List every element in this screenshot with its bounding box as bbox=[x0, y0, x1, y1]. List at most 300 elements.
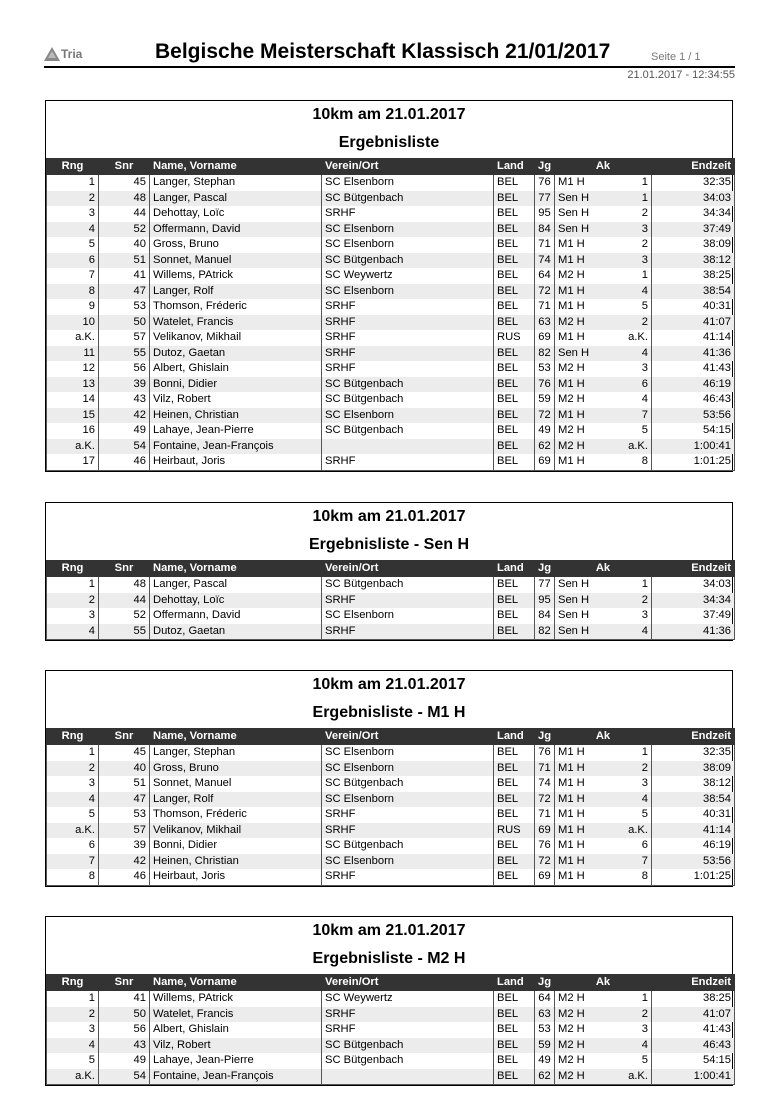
cell-rank: 11 bbox=[47, 346, 99, 362]
cell-club: SC Bütgenbach bbox=[322, 577, 494, 593]
cell-age-class: M1 H bbox=[555, 807, 619, 823]
cell-birth-year: 82 bbox=[535, 346, 555, 362]
cell-age-class-rank: 4 bbox=[619, 1038, 652, 1054]
cell-rank: a.K. bbox=[47, 330, 99, 346]
cell-rank: a.K. bbox=[47, 439, 99, 455]
cell-start-number: 51 bbox=[99, 776, 150, 792]
table-row bbox=[47, 854, 735, 870]
cell-country: RUS bbox=[494, 330, 535, 346]
cell-start-number: 48 bbox=[99, 577, 150, 593]
cell-club: SC Elsenborn bbox=[322, 854, 494, 870]
cell-country: BEL bbox=[494, 454, 535, 470]
cell-age-class-rank: 3 bbox=[619, 1022, 652, 1038]
table-row bbox=[47, 823, 735, 839]
cell-birth-year: 76 bbox=[535, 745, 555, 761]
cell-age-class: M2 H bbox=[555, 361, 619, 377]
cell-start-number: 57 bbox=[99, 823, 150, 839]
cell-country: BEL bbox=[494, 284, 535, 300]
table-row bbox=[47, 807, 735, 823]
table-row bbox=[47, 1007, 735, 1023]
cell-finish-time: 46:19 bbox=[652, 377, 735, 393]
cell-rank: 14 bbox=[47, 392, 99, 408]
cell-age-class-rank: 1 bbox=[619, 191, 652, 207]
cell-finish-time: 1:01:25 bbox=[652, 869, 735, 885]
print-timestamp: 21.01.2017 - 12:34:55 bbox=[627, 69, 735, 81]
cell-name: Gross, Bruno bbox=[150, 761, 322, 777]
cell-age-class: M1 H bbox=[555, 330, 619, 346]
cell-birth-year: 76 bbox=[535, 377, 555, 393]
cell-finish-time: 41:36 bbox=[652, 346, 735, 362]
cell-country: BEL bbox=[494, 237, 535, 253]
cell-club: SRHF bbox=[322, 1022, 494, 1038]
cell-club: SC Elsenborn bbox=[322, 408, 494, 424]
block-title: 10km am 21.01.2017 bbox=[312, 106, 466, 123]
cell-name: Bonni, Didier bbox=[150, 377, 322, 393]
cell-finish-time: 38:25 bbox=[652, 268, 735, 284]
cell-age-class: M1 H bbox=[555, 253, 619, 269]
column-header-country: Land bbox=[494, 561, 535, 577]
table-header-row bbox=[47, 729, 735, 745]
cell-club bbox=[322, 439, 494, 455]
table-row bbox=[47, 454, 735, 470]
cell-birth-year: 71 bbox=[535, 237, 555, 253]
table-row bbox=[47, 423, 735, 439]
cell-age-class-rank: 1 bbox=[619, 745, 652, 761]
cell-birth-year: 72 bbox=[535, 854, 555, 870]
block-subtitle: Ergebnisliste - M1 H bbox=[312, 704, 466, 721]
column-header-name: Name, Vorname bbox=[150, 975, 322, 991]
cell-club: SRHF bbox=[322, 299, 494, 315]
column-header-age-class: Ak bbox=[555, 729, 652, 745]
cell-start-number: 55 bbox=[99, 624, 150, 640]
cell-age-class: Sen H bbox=[555, 191, 619, 207]
cell-name: Albert, Ghislain bbox=[150, 1022, 322, 1038]
cell-rank: a.K. bbox=[47, 1069, 99, 1085]
column-header-age-class: Ak bbox=[555, 159, 652, 175]
cell-start-number: 46 bbox=[99, 869, 150, 885]
table-row bbox=[47, 392, 735, 408]
cell-country: BEL bbox=[494, 1069, 535, 1085]
cell-age-class-rank: 7 bbox=[619, 854, 652, 870]
cell-start-number: 52 bbox=[99, 608, 150, 624]
cell-finish-time: 38:12 bbox=[652, 253, 735, 269]
cell-rank: 8 bbox=[47, 284, 99, 300]
cell-finish-time: 37:49 bbox=[652, 222, 735, 238]
cell-age-class-rank: 6 bbox=[619, 838, 652, 854]
table-row bbox=[47, 1038, 735, 1054]
cell-age-class: M2 H bbox=[555, 1007, 619, 1023]
cell-club: SC Elsenborn bbox=[322, 608, 494, 624]
column-header-club: Verein/Ort bbox=[322, 729, 494, 745]
cell-age-class: M1 H bbox=[555, 284, 619, 300]
cell-birth-year: 71 bbox=[535, 807, 555, 823]
cell-age-class-rank: 7 bbox=[619, 408, 652, 424]
cell-birth-year: 77 bbox=[535, 191, 555, 207]
cell-country: BEL bbox=[494, 807, 535, 823]
table-row bbox=[47, 991, 735, 1007]
table-row bbox=[47, 792, 735, 808]
cell-start-number: 47 bbox=[99, 284, 150, 300]
cell-country: BEL bbox=[494, 593, 535, 609]
cell-rank: 2 bbox=[47, 761, 99, 777]
cell-club: SRHF bbox=[322, 593, 494, 609]
table-row bbox=[47, 776, 735, 792]
table-header-row bbox=[47, 159, 735, 175]
cell-country: BEL bbox=[494, 854, 535, 870]
cell-age-class: M2 H bbox=[555, 1053, 619, 1069]
column-header-rank: Rng bbox=[47, 159, 99, 175]
cell-birth-year: 59 bbox=[535, 392, 555, 408]
cell-club: SRHF bbox=[322, 346, 494, 362]
column-header-name: Name, Vorname bbox=[150, 729, 322, 745]
results-table bbox=[46, 158, 735, 471]
column-header-birth-year: Jg bbox=[535, 975, 555, 991]
cell-rank: 7 bbox=[47, 268, 99, 284]
cell-finish-time: 1:00:41 bbox=[652, 1069, 735, 1085]
cell-start-number: 50 bbox=[99, 1007, 150, 1023]
cell-rank: 2 bbox=[47, 1007, 99, 1023]
result-block bbox=[45, 502, 733, 641]
cell-club: SC Elsenborn bbox=[322, 761, 494, 777]
cell-rank: 2 bbox=[47, 593, 99, 609]
cell-age-class-rank: 5 bbox=[619, 807, 652, 823]
column-header-birth-year: Jg bbox=[535, 561, 555, 577]
table-row bbox=[47, 869, 735, 885]
cell-start-number: 56 bbox=[99, 361, 150, 377]
cell-finish-time: 38:12 bbox=[652, 776, 735, 792]
page-number: Seite 1 / 1 bbox=[651, 51, 701, 63]
cell-name: Langer, Pascal bbox=[150, 191, 322, 207]
header-rule bbox=[44, 66, 735, 68]
cell-age-class: M1 H bbox=[555, 408, 619, 424]
cell-rank: 12 bbox=[47, 361, 99, 377]
column-header-start-number: Snr bbox=[99, 975, 150, 991]
cell-age-class-rank: 1 bbox=[619, 577, 652, 593]
cell-name: Heirbaut, Joris bbox=[150, 454, 322, 470]
cell-country: BEL bbox=[494, 392, 535, 408]
column-header-age-class: Ak bbox=[555, 975, 652, 991]
cell-start-number: 39 bbox=[99, 838, 150, 854]
cell-name: Dehottay, Loïc bbox=[150, 593, 322, 609]
cell-club: SRHF bbox=[322, 330, 494, 346]
column-header-birth-year: Jg bbox=[535, 729, 555, 745]
cell-name: Langer, Stephan bbox=[150, 745, 322, 761]
cell-birth-year: 53 bbox=[535, 1022, 555, 1038]
column-header-finish-time: Endzeit bbox=[652, 729, 735, 745]
cell-country: BEL bbox=[494, 408, 535, 424]
cell-age-class-rank: 2 bbox=[619, 315, 652, 331]
cell-country: BEL bbox=[494, 299, 535, 315]
cell-start-number: 54 bbox=[99, 439, 150, 455]
column-header-country: Land bbox=[494, 729, 535, 745]
cell-birth-year: 95 bbox=[535, 593, 555, 609]
cell-club: SRHF bbox=[322, 624, 494, 640]
cell-name: Albert, Ghislain bbox=[150, 361, 322, 377]
cell-age-class: M2 H bbox=[555, 439, 619, 455]
cell-name: Lahaye, Jean-Pierre bbox=[150, 1053, 322, 1069]
cell-name: Dutoz, Gaetan bbox=[150, 624, 322, 640]
cell-age-class: M1 H bbox=[555, 761, 619, 777]
cell-finish-time: 1:01:25 bbox=[652, 454, 735, 470]
cell-start-number: 49 bbox=[99, 423, 150, 439]
table-row bbox=[47, 439, 735, 455]
cell-club: SC Weywertz bbox=[322, 268, 494, 284]
cell-club: SC Elsenborn bbox=[322, 284, 494, 300]
cell-age-class-rank: 4 bbox=[619, 792, 652, 808]
cell-country: BEL bbox=[494, 361, 535, 377]
cell-name: Bonni, Didier bbox=[150, 838, 322, 854]
block-subtitle: Ergebnisliste - Sen H bbox=[308, 536, 470, 553]
cell-age-class: M1 H bbox=[555, 792, 619, 808]
table-row bbox=[47, 330, 735, 346]
cell-age-class-rank: 1 bbox=[619, 268, 652, 284]
table-row bbox=[47, 1053, 735, 1069]
column-header-club: Verein/Ort bbox=[322, 159, 494, 175]
cell-start-number: 41 bbox=[99, 991, 150, 1007]
cell-start-number: 53 bbox=[99, 807, 150, 823]
cell-birth-year: 69 bbox=[535, 823, 555, 839]
cell-finish-time: 1:00:41 bbox=[652, 439, 735, 455]
cell-club: SRHF bbox=[322, 315, 494, 331]
table-row bbox=[47, 253, 735, 269]
cell-birth-year: 53 bbox=[535, 361, 555, 377]
cell-start-number: 49 bbox=[99, 1053, 150, 1069]
cell-start-number: 47 bbox=[99, 792, 150, 808]
cell-birth-year: 62 bbox=[535, 1069, 555, 1085]
cell-club: SRHF bbox=[322, 1007, 494, 1023]
cell-name: Offermann, David bbox=[150, 222, 322, 238]
cell-age-class-rank: a.K. bbox=[619, 1069, 652, 1085]
cell-start-number: 45 bbox=[99, 175, 150, 191]
cell-country: BEL bbox=[494, 346, 535, 362]
cell-finish-time: 41:36 bbox=[652, 624, 735, 640]
cell-birth-year: 63 bbox=[535, 1007, 555, 1023]
cell-age-class: M2 H bbox=[555, 991, 619, 1007]
cell-age-class-rank: a.K. bbox=[619, 330, 652, 346]
cell-rank: 5 bbox=[47, 1053, 99, 1069]
block-title: 10km am 21.01.2017 bbox=[312, 676, 466, 693]
table-row bbox=[47, 838, 735, 854]
cell-country: BEL bbox=[494, 577, 535, 593]
cell-finish-time: 54:15 bbox=[652, 1053, 735, 1069]
cell-club bbox=[322, 1069, 494, 1085]
block-title: 10km am 21.01.2017 bbox=[312, 508, 466, 525]
table-row bbox=[47, 593, 735, 609]
column-header-name: Name, Vorname bbox=[150, 561, 322, 577]
cell-birth-year: 76 bbox=[535, 838, 555, 854]
cell-birth-year: 71 bbox=[535, 761, 555, 777]
cell-name: Gross, Bruno bbox=[150, 237, 322, 253]
cell-name: Thomson, Fréderic bbox=[150, 807, 322, 823]
cell-age-class-rank: 8 bbox=[619, 869, 652, 885]
cell-age-class: M2 H bbox=[555, 1022, 619, 1038]
block-subtitle: Ergebnisliste bbox=[338, 134, 440, 151]
cell-rank: 3 bbox=[47, 206, 99, 222]
cell-club: SRHF bbox=[322, 807, 494, 823]
cell-rank: 6 bbox=[47, 838, 99, 854]
cell-start-number: 39 bbox=[99, 377, 150, 393]
cell-age-class-rank: 4 bbox=[619, 624, 652, 640]
cell-age-class: Sen H bbox=[555, 608, 619, 624]
cell-age-class: M1 H bbox=[555, 299, 619, 315]
table-row bbox=[47, 1022, 735, 1038]
table-row bbox=[47, 284, 735, 300]
cell-name: Watelet, Francis bbox=[150, 1007, 322, 1023]
cell-start-number: 50 bbox=[99, 315, 150, 331]
cell-country: BEL bbox=[494, 792, 535, 808]
cell-club: SC Elsenborn bbox=[322, 792, 494, 808]
cell-name: Lahaye, Jean-Pierre bbox=[150, 423, 322, 439]
cell-rank: 15 bbox=[47, 408, 99, 424]
cell-finish-time: 32:35 bbox=[652, 745, 735, 761]
cell-country: BEL bbox=[494, 1007, 535, 1023]
cell-name: Langer, Pascal bbox=[150, 577, 322, 593]
cell-age-class: Sen H bbox=[555, 593, 619, 609]
cell-name: Fontaine, Jean-François bbox=[150, 439, 322, 455]
cell-country: BEL bbox=[494, 624, 535, 640]
cell-finish-time: 41:07 bbox=[652, 315, 735, 331]
cell-name: Vilz, Robert bbox=[150, 392, 322, 408]
table-row bbox=[47, 191, 735, 207]
column-header-start-number: Snr bbox=[99, 561, 150, 577]
cell-rank: 4 bbox=[47, 1038, 99, 1054]
cell-country: BEL bbox=[494, 253, 535, 269]
column-header-finish-time: Endzeit bbox=[652, 561, 735, 577]
cell-country: BEL bbox=[494, 1053, 535, 1069]
cell-birth-year: 69 bbox=[535, 869, 555, 885]
cell-finish-time: 32:35 bbox=[652, 175, 735, 191]
table-row bbox=[47, 299, 735, 315]
cell-finish-time: 41:07 bbox=[652, 1007, 735, 1023]
cell-rank: 2 bbox=[47, 191, 99, 207]
cell-country: BEL bbox=[494, 838, 535, 854]
cell-club: SC Bütgenbach bbox=[322, 392, 494, 408]
results-table bbox=[46, 974, 735, 1085]
cell-start-number: 46 bbox=[99, 454, 150, 470]
cell-rank: 4 bbox=[47, 792, 99, 808]
cell-name: Heinen, Christian bbox=[150, 408, 322, 424]
cell-birth-year: 64 bbox=[535, 991, 555, 1007]
block-subtitle: Ergebnisliste - M2 H bbox=[312, 950, 466, 967]
cell-age-class-rank: 3 bbox=[619, 253, 652, 269]
cell-finish-time: 46:43 bbox=[652, 1038, 735, 1054]
column-header-country: Land bbox=[494, 159, 535, 175]
table-row bbox=[47, 175, 735, 191]
cell-start-number: 51 bbox=[99, 253, 150, 269]
cell-country: BEL bbox=[494, 206, 535, 222]
column-header-club: Verein/Ort bbox=[322, 561, 494, 577]
table-row bbox=[47, 222, 735, 238]
cell-finish-time: 41:14 bbox=[652, 823, 735, 839]
cell-finish-time: 41:43 bbox=[652, 1022, 735, 1038]
cell-name: Thomson, Fréderic bbox=[150, 299, 322, 315]
cell-age-class: M2 H bbox=[555, 315, 619, 331]
table-row bbox=[47, 377, 735, 393]
cell-name: Sonnet, Manuel bbox=[150, 253, 322, 269]
table-row bbox=[47, 268, 735, 284]
cell-name: Dutoz, Gaetan bbox=[150, 346, 322, 362]
cell-country: BEL bbox=[494, 439, 535, 455]
table-row bbox=[47, 361, 735, 377]
results-table bbox=[46, 728, 735, 886]
table-header-row bbox=[47, 561, 735, 577]
cell-age-class: M1 H bbox=[555, 854, 619, 870]
table-row bbox=[47, 608, 735, 624]
cell-birth-year: 74 bbox=[535, 776, 555, 792]
table-row bbox=[47, 315, 735, 331]
cell-country: BEL bbox=[494, 608, 535, 624]
result-block bbox=[45, 916, 733, 1086]
cell-start-number: 43 bbox=[99, 392, 150, 408]
cell-start-number: 42 bbox=[99, 408, 150, 424]
cell-country: BEL bbox=[494, 377, 535, 393]
cell-finish-time: 54:15 bbox=[652, 423, 735, 439]
cell-age-class-rank: 2 bbox=[619, 206, 652, 222]
cell-name: Velikanov, Mikhail bbox=[150, 330, 322, 346]
cell-birth-year: 72 bbox=[535, 284, 555, 300]
cell-age-class-rank: 2 bbox=[619, 761, 652, 777]
cell-rank: 3 bbox=[47, 1022, 99, 1038]
cell-finish-time: 38:25 bbox=[652, 991, 735, 1007]
cell-club: SC Bütgenbach bbox=[322, 377, 494, 393]
cell-age-class-rank: 4 bbox=[619, 346, 652, 362]
table-row bbox=[47, 745, 735, 761]
cell-name: Fontaine, Jean-François bbox=[150, 1069, 322, 1085]
column-header-finish-time: Endzeit bbox=[652, 159, 735, 175]
cell-name: Langer, Rolf bbox=[150, 792, 322, 808]
cell-country: BEL bbox=[494, 869, 535, 885]
cell-club: SC Elsenborn bbox=[322, 745, 494, 761]
cell-birth-year: 49 bbox=[535, 1053, 555, 1069]
cell-rank: 16 bbox=[47, 423, 99, 439]
cell-rank: 1 bbox=[47, 991, 99, 1007]
column-header-rank: Rng bbox=[47, 561, 99, 577]
cell-rank: 1 bbox=[47, 577, 99, 593]
cell-age-class: M1 H bbox=[555, 454, 619, 470]
cell-age-class-rank: 8 bbox=[619, 454, 652, 470]
cell-club: SC Bütgenbach bbox=[322, 1038, 494, 1054]
cell-rank: 8 bbox=[47, 869, 99, 885]
table-row bbox=[47, 346, 735, 362]
table-row bbox=[47, 577, 735, 593]
cell-birth-year: 63 bbox=[535, 315, 555, 331]
cell-start-number: 52 bbox=[99, 222, 150, 238]
cell-age-class: M2 H bbox=[555, 392, 619, 408]
cell-club: SC Bütgenbach bbox=[322, 191, 494, 207]
cell-finish-time: 34:34 bbox=[652, 593, 735, 609]
cell-birth-year: 72 bbox=[535, 792, 555, 808]
cell-birth-year: 69 bbox=[535, 454, 555, 470]
cell-country: BEL bbox=[494, 268, 535, 284]
cell-age-class-rank: 4 bbox=[619, 284, 652, 300]
cell-name: Offermann, David bbox=[150, 608, 322, 624]
cell-age-class-rank: 4 bbox=[619, 392, 652, 408]
cell-finish-time: 40:31 bbox=[652, 807, 735, 823]
cell-age-class: M2 H bbox=[555, 268, 619, 284]
column-header-country: Land bbox=[494, 975, 535, 991]
cell-age-class: M2 H bbox=[555, 1069, 619, 1085]
cell-rank: 1 bbox=[47, 175, 99, 191]
cell-name: Heirbaut, Joris bbox=[150, 869, 322, 885]
cell-start-number: 44 bbox=[99, 593, 150, 609]
cell-age-class-rank: 5 bbox=[619, 1053, 652, 1069]
cell-age-class: Sen H bbox=[555, 206, 619, 222]
cell-name: Willems, PAtrick bbox=[150, 991, 322, 1007]
cell-finish-time: 37:49 bbox=[652, 608, 735, 624]
cell-rank: 9 bbox=[47, 299, 99, 315]
cell-club: SC Bütgenbach bbox=[322, 838, 494, 854]
cell-finish-time: 53:56 bbox=[652, 408, 735, 424]
